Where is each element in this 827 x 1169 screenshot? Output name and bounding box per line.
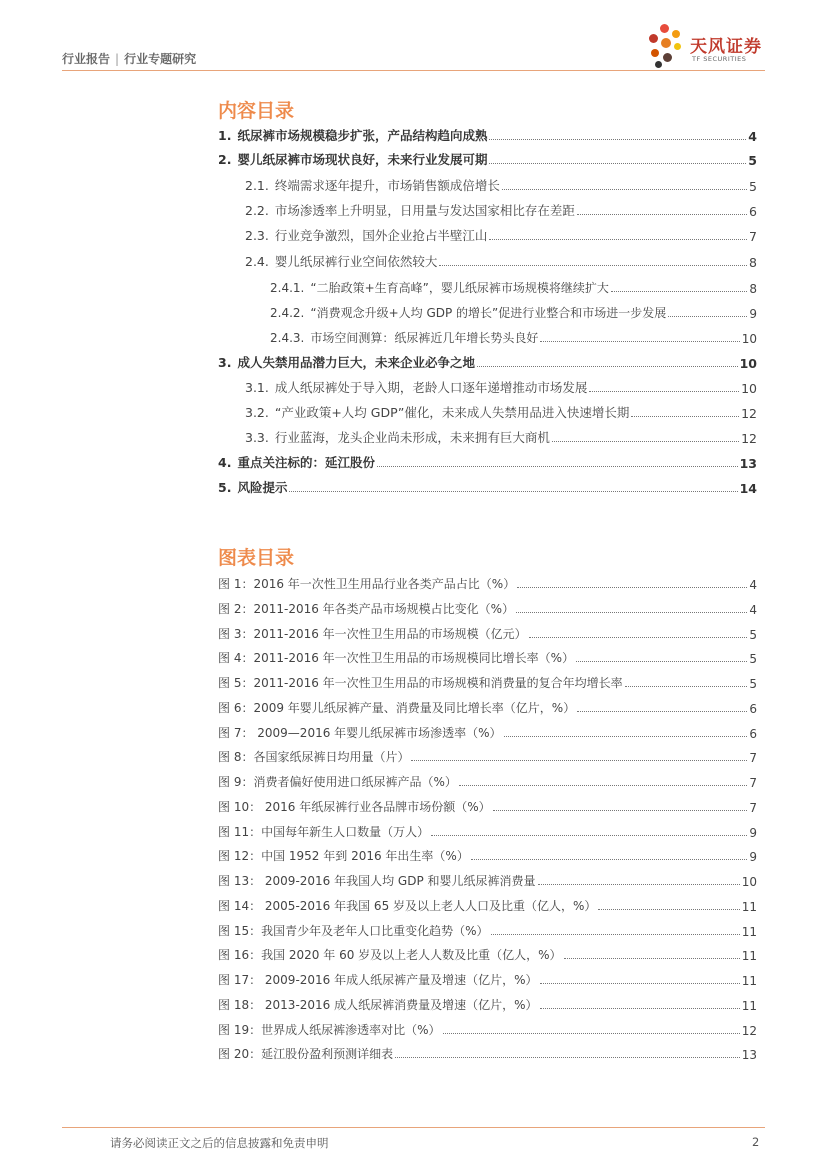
figure-leader-dots [443,1032,740,1034]
toc-entry-page: 13 [739,456,757,471]
figure-entry-page: 11 [741,974,757,988]
logo-text-en: TF SECURITIES [692,55,747,63]
toc-leader-dots [477,365,738,367]
toc-entry-text: “消费观念升级+人均 GDP 的增长”促进行业整合和市场进一步发展 [310,306,667,320]
figure-leader-dots [493,809,748,811]
toc-leader-dots [552,440,739,442]
toc-entry-page: 8 [749,255,757,270]
figure-entry[interactable] [218,995,757,1013]
figure-leader-dots [431,834,747,836]
toc-entry-number: 3. [218,355,232,370]
toc-entry-label [245,252,437,270]
figure-entry[interactable] [218,871,757,889]
figure-entry-page: 11 [741,998,757,1013]
toc-leader-dots [289,490,737,492]
figure-leader-dots [491,933,740,935]
toc-entry-label [218,126,487,144]
toc-entry-label [218,453,375,471]
figure-leader-dots [459,784,748,786]
figure-entry[interactable] [218,896,757,914]
figure-entry[interactable] [218,1020,757,1038]
figure-leader-dots [516,611,747,613]
toc-entry[interactable] [218,353,757,371]
footer-disclaimer: 请务必阅读正文之后的信息披露和免责申明 [110,1136,329,1150]
figure-entry-page: 9 [749,825,757,840]
toc-leader-dots [377,465,738,467]
toc-entry-number: 5. [218,480,232,495]
toc-entry-label [245,378,587,396]
logo-text-cn: 天风证券 [690,37,762,57]
toc-leader-dots [589,390,739,392]
figure-leader-dots [540,1007,740,1009]
figure-entry[interactable] [218,723,757,741]
toc-entry[interactable] [218,126,757,144]
toc-entry-label [270,279,609,296]
figure-leader-dots [564,957,740,959]
figure-entry-text: 图 17： 2009-2016 年成人纸尿裤产量及增速（亿片，%） [218,973,538,987]
toc-entry-number: 1. [218,128,232,143]
figure-leader-dots [471,858,748,860]
toc-leader-dots [668,315,747,317]
figure-leader-dots [395,1056,740,1058]
figure-entry-text: 图 5：2011-2016 年一次性卫生用品的市场规模和消费量的复合年均增长率 [218,676,623,690]
toc-entry-number: 2.4.2. [270,306,305,320]
toc-entry-page: 10 [739,356,757,371]
toc-leader-dots [611,290,748,292]
toc-entry-page: 12 [741,406,757,421]
toc-entry[interactable] [218,478,757,496]
figure-entry-text: 图 14： 2005-2016 年我国 65 岁及以上老人人口及比重（亿人，%） [218,898,597,913]
figure-entry[interactable] [218,698,757,716]
toc-entry-label [218,353,475,371]
figure-leader-dots [538,883,740,885]
toc-entry-page: 6 [749,204,757,219]
figure-entry-text: 图 7： 2009—2016 年婴儿纸尿裤市场渗透率（%） [218,725,502,740]
toc-entry-page: 5 [748,153,757,168]
toc-entry-number: 3.2. [245,405,269,420]
figure-leader-dots [625,685,748,687]
toc-entry-text: 行业蓝海，龙头企业尚未形成，未来拥有巨大商机 [274,430,550,445]
figure-leader-dots [411,759,747,761]
toc-entry-page: 14 [739,481,757,496]
toc-entry-number: 2.2. [245,203,269,218]
figure-leader-dots [504,735,748,737]
figure-entry-text: 图 18： 2013-2016 成人纸尿裤消费量及增速（亿片，%） [218,997,538,1012]
figure-entry-page: 12 [741,1023,757,1038]
toc-entry-text: 婴儿纸尿裤市场现状良好，未来行业发展可期 [237,152,488,167]
toc-entry-label [218,150,487,168]
toc-entry-text: “二胎政策+生育高峰”，婴儿纸尿裤市场规模将继续扩大 [310,281,609,295]
figure-entry-text: 图 19：世界成人纸尿裤渗透率对比（%） [218,1022,441,1037]
toc-leader-dots [489,162,746,164]
toc-entry[interactable] [245,428,757,446]
toc-entry-number: 2.4.3. [270,331,305,345]
figure-entry-text: 图 15：我国青少年及老年人口比重变化趋势（%） [218,923,489,938]
toc-entry-label [245,428,550,446]
toc-entry[interactable] [245,252,757,270]
figures-title: 图表目录 [218,547,295,569]
toc-entry-label [270,329,538,346]
figure-entry-page: 4 [749,578,757,592]
toc-entry[interactable] [270,303,757,321]
toc-entry[interactable] [218,453,757,471]
toc-entry-label [245,201,575,219]
toc-entry-text: 行业竞争激烈，国外企业抢占半壁江山 [274,228,488,243]
figure-entry-text: 图 11：中国每年新生人口数量（万人） [218,824,430,839]
toc-entry-label [245,226,487,244]
figure-entry-text: 图 4：2011-2016 年一次性卫生用品的市场规模同比增长率（%） [218,651,575,666]
page-number: 2 [752,1135,760,1149]
figure-entry[interactable] [218,921,757,939]
toc-entry-page: 12 [741,431,757,446]
figure-entry-text: 图 1：2016 年一次性卫生用品行业各类产品占比（%） [218,577,516,591]
toc-entry[interactable] [218,150,757,168]
toc-entry-page: 10 [741,381,757,396]
figure-entry-page: 11 [741,949,757,964]
figure-entry-text: 图 6：2009 年婴儿纸尿裤产量、消费量及同比增长率（亿片，%） [218,700,576,715]
toc-leader-dots [439,264,747,266]
toc-entry[interactable] [270,278,757,296]
toc-entry-text: 终端需求逐年提升，市场销售额成倍增长 [274,178,500,193]
toc-leader-dots [631,415,739,417]
figure-entry-page: 7 [749,800,757,815]
figure-entry-text: 图 20：延江股份盈利预测详细表 [218,1047,394,1062]
toc-entry[interactable] [270,328,757,346]
breadcrumb-separator: | [115,52,120,66]
figure-entry-text: 图 2：2011-2016 年各类产品市场规模占比变化（%） [218,601,515,616]
toc-entry-page: 9 [749,307,757,321]
figure-entry-page: 9 [749,850,757,865]
figure-leader-dots [577,710,747,712]
toc-entry-page: 7 [749,229,757,244]
breadcrumb-report-type: 行业报告 [62,52,111,66]
toc-entry-page: 4 [748,129,757,144]
figure-entry-text: 图 16：我国 2020 年 60 岁及以上老人人数及比重（亿人，%） [218,948,562,963]
toc-entry-page: 5 [749,179,757,194]
toc-leader-dots [577,213,747,215]
breadcrumb-report-category: 行业专题研究 [124,52,197,66]
figure-entry-text: 图 10： 2016 年纸尿裤行业各品牌市场份额（%） [218,799,491,814]
toc-leader-dots [502,188,747,190]
figure-entry[interactable] [218,822,757,840]
figure-leader-dots [598,908,739,910]
toc-leader-dots [540,340,739,342]
toc-entry-label [270,304,666,321]
toc-entry[interactable] [245,378,757,396]
logo-mark-icon [646,22,686,70]
figure-leader-dots [517,586,747,588]
figure-entry-page: 10 [741,875,757,889]
toc-entry-number: 4. [218,455,232,470]
figure-entry-page: 7 [749,751,757,766]
figure-leader-dots [576,660,747,662]
figure-entry[interactable] [218,673,757,691]
toc-leader-dots [489,138,746,140]
figure-entry[interactable] [218,846,757,864]
figure-entry-page: 13 [741,1048,757,1063]
toc-entry-page: 8 [749,282,757,296]
figure-leader-dots [529,636,748,638]
figure-entry-page: 5 [749,627,757,642]
figure-entry-text: 图 13： 2009-2016 年我国人均 GDP 和婴儿纸尿裤消费量 [218,874,536,888]
toc-entry-number: 2.3. [245,228,269,243]
figure-entry[interactable] [218,772,757,790]
figure-entry-page: 5 [749,677,757,691]
toc-entry[interactable] [245,403,757,421]
figure-entry-text: 图 12：中国 1952 年到 2016 年出生率（%） [218,849,469,864]
header-divider [62,70,765,71]
figure-entry[interactable] [218,797,757,815]
footer-divider [62,1127,765,1128]
toc-leader-dots [489,238,747,240]
figure-entry[interactable] [218,599,757,617]
company-logo [646,22,766,70]
figure-entry-page: 11 [741,924,757,939]
figure-entry-text: 图 8：各国家纸尿裤日均用量（片） [218,750,410,765]
toc-entry-text: 风险提示 [237,480,288,495]
toc-entry-number: 2. [218,152,232,167]
figure-entry[interactable] [218,970,757,988]
figure-entry[interactable] [218,747,757,765]
toc-entry-text: 成人纸尿裤处于导入期，老龄人口逐年递增推动市场发展 [274,380,588,395]
toc-entry-label [218,478,287,496]
toc-entry-label [245,403,629,421]
figure-entry-text: 图 9：消费者偏好使用进口纸尿裤产品（%） [218,775,457,789]
figure-entry[interactable] [218,1044,757,1062]
toc-title: 内容目录 [218,100,295,122]
toc-entry-page: 10 [741,332,757,346]
toc-entry-number: 3.1. [245,380,269,395]
toc-entry-number: 2.4. [245,254,269,269]
toc-entry-text: 纸尿裤市场规模稳步扩张，产品结构趋向成熟 [237,128,488,143]
toc-entry-label [245,176,500,194]
toc-entry-number: 2.1. [245,178,269,193]
figure-entry[interactable] [218,945,757,963]
figure-entry-page: 11 [741,899,757,914]
figure-entry-page: 6 [749,701,757,716]
toc-entry-number: 3.3. [245,430,269,445]
figure-entry[interactable] [218,624,757,642]
figure-entry-page: 4 [749,602,757,617]
toc-entry-text: 婴儿纸尿裤行业空间依然较大 [274,254,438,269]
toc-entry-number: 2.4.1. [270,281,305,295]
toc-entry-text: 市场空间测算：纸尿裤近几年增长势头良好 [310,331,539,345]
breadcrumb [62,50,196,67]
toc-entry[interactable] [245,226,757,244]
figure-leader-dots [540,982,740,984]
figure-entry-page: 5 [749,652,757,667]
toc-entry-text: 市场渗透率上升明显，日用量与发达国家相比存在差距 [274,203,575,218]
toc-entry-text: 成人失禁用品潜力巨大，未来企业必争之地 [237,355,475,370]
figure-entry[interactable] [218,574,757,592]
toc-entry[interactable] [245,201,757,219]
figure-entry-text: 图 3：2011-2016 年一次性卫生用品的市场规模（亿元） [218,626,527,641]
figure-entry-page: 7 [749,776,757,790]
figure-entry[interactable] [218,648,757,666]
toc-entry-text: “产业政策+人均 GDP”催化，未来成人失禁用品进入快速增长期 [274,405,630,420]
toc-entry[interactable] [245,176,757,194]
toc-entry-text: 重点关注标的：延江股份 [237,455,375,470]
figure-entry-page: 6 [749,726,757,741]
